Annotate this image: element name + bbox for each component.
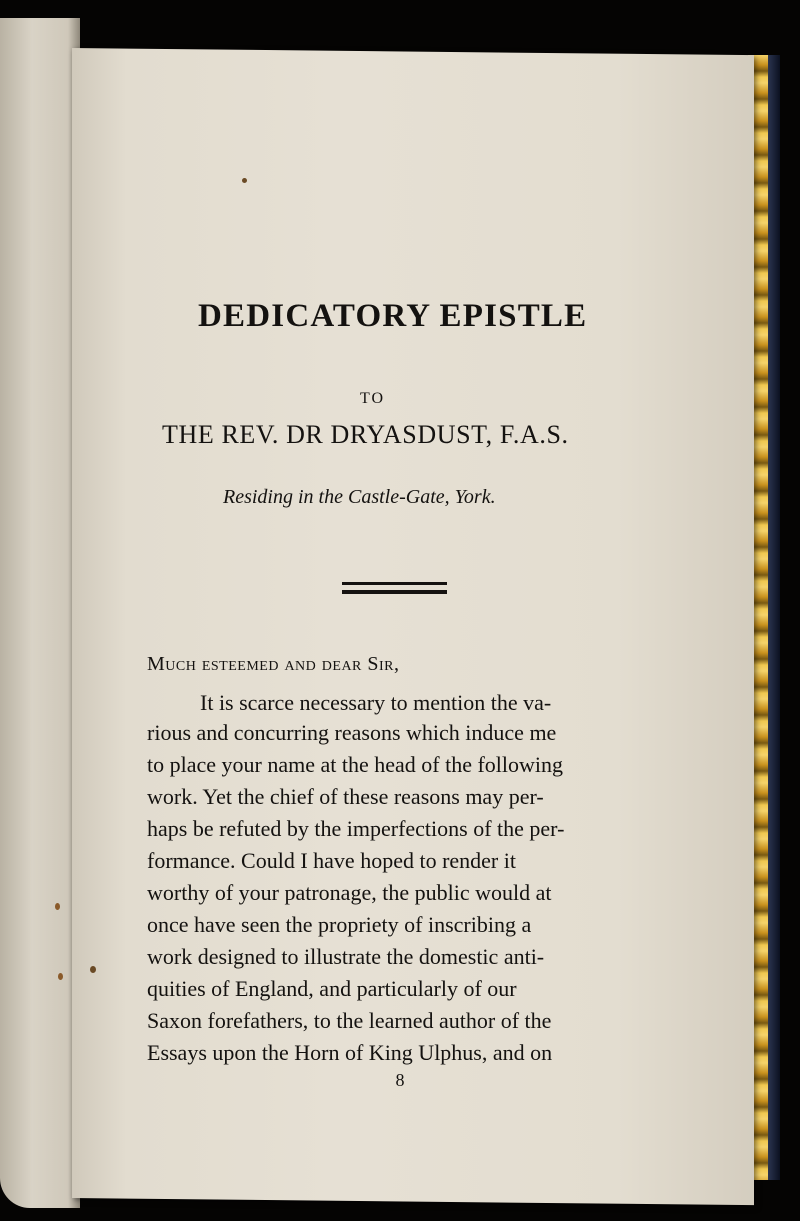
ink-speck: [242, 178, 247, 183]
body-line: once have seen the propriety of inscribing a: [147, 912, 532, 937]
body-line: haps be refuted by the imperfections of the per-: [147, 816, 565, 841]
body-line: quities of England, and particularly of our: [147, 976, 517, 1001]
page-title: DEDICATORY EPISTLE: [198, 298, 588, 334]
foxing-spot: [55, 903, 60, 910]
body-line: to place your name at the head of the following: [147, 752, 564, 777]
ornamental-rule-top: [342, 582, 447, 585]
body-line: It is scarce necessary to mention the va-: [200, 690, 552, 715]
facing-page-edge: [0, 18, 80, 1208]
body-line: work designed to illustrate the domestic anti-: [147, 944, 545, 969]
body-line: Essays upon the Horn of King Ulphus, and on: [147, 1040, 553, 1065]
to-label: TO: [360, 390, 386, 407]
body-line: worthy of your patronage, the public would at: [147, 880, 552, 905]
addressee: THE REV. DR DRYASDUST, F.A.S.: [162, 420, 569, 449]
ornamental-rule-bottom: [342, 590, 447, 594]
body-line: rious and concurring reasons which induce me: [147, 720, 557, 745]
book-cover-edge: [768, 55, 780, 1180]
foxing-spot: [58, 973, 63, 980]
ink-speck: [90, 966, 96, 973]
body-line: work. Yet the chief of these reasons may per-: [147, 784, 544, 809]
body-line: Saxon forefathers, to the learned author of the: [147, 1008, 552, 1033]
salutation: Much esteemed and dear Sir,: [147, 653, 400, 675]
page-number: 8: [395, 1070, 405, 1090]
body-line: formance. Could I have hoped to render it: [147, 848, 516, 873]
residence-line: Residing in the Castle-Gate, York.: [223, 486, 496, 508]
